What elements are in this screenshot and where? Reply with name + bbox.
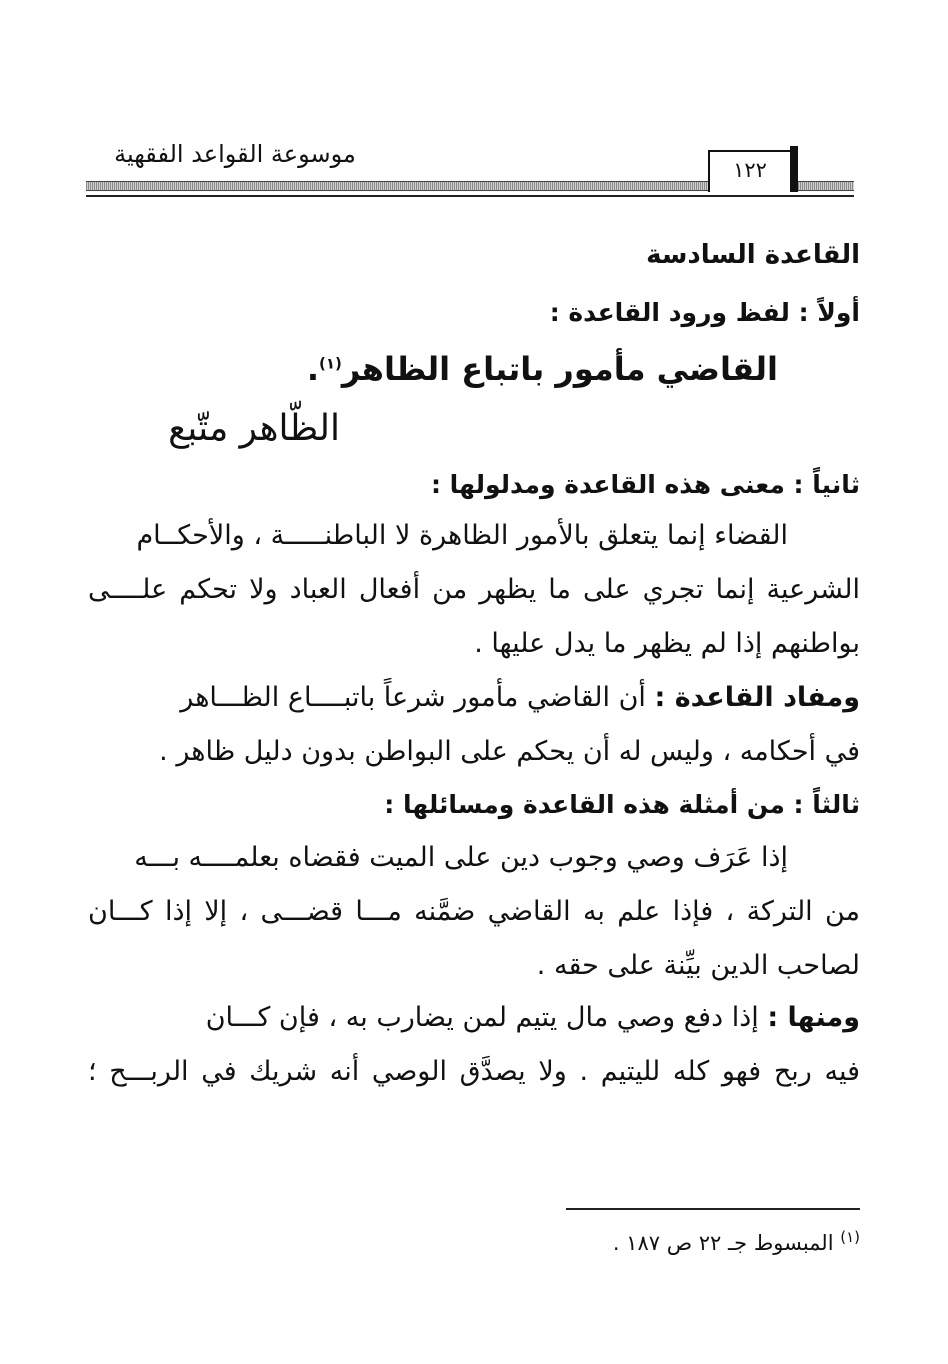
footnote-ref: (١) <box>319 354 342 373</box>
example-line <box>206 1002 860 1033</box>
section-second-label: ثانياً : معنى هذه القاعدة ومدلولها : <box>430 470 860 499</box>
paragraph-line: من التركة ، فإذا علم به القاضي ضمَّنه مـــا قضـــى ، إلا إذا كـــان <box>88 896 860 927</box>
summary-line <box>180 682 860 713</box>
paragraph-line: في أحكامه ، وليس له أن يحكم على البواطن بدون دليل ظاهر . <box>159 736 860 767</box>
paragraph-line: القضاء إنما يتعلق بالأمور الظاهرة لا الباطنـــــة ، والأحكــام <box>136 520 788 551</box>
rule-heading: القاعدة السادسة <box>646 240 860 270</box>
summary-label: ومفاد القاعدة : <box>654 682 860 713</box>
rule-text-end: . <box>306 350 319 388</box>
summary-text: أن القاضي مأمور شرعاً باتبــــاع الظـــاهر <box>180 682 646 713</box>
header-rule <box>86 195 854 197</box>
paragraph-line: الشرعية إنما تجري على ما يظهر من أفعال العباد ولا تحكم علــــى <box>88 574 860 605</box>
footnote-rule <box>566 1208 860 1210</box>
section-first-label: أولاً : لفظ ورود القاعدة : <box>549 298 860 327</box>
paragraph-line: لصاحب الدين بيِّنة على حقه . <box>536 950 860 981</box>
example-label: ومنها : <box>767 1002 860 1033</box>
paragraph-line: بواطنهم إذا لم يظهر ما يدل عليها . <box>474 628 860 659</box>
section-third-label: ثالثاً : من أمثلة هذه القاعدة ومسائلها : <box>384 790 860 819</box>
rule-text <box>307 350 778 388</box>
example-text: إذا دفع وصي مال يتيم لمن يضارب به ، فإن كـــان <box>205 1002 759 1033</box>
footnote-marker: (١) <box>840 1228 860 1246</box>
paragraph-line: فيه ربح فهو كله لليتيم . ولا يصدَّق الوصي أنه شريك في الربـــح ؛ <box>88 1056 860 1087</box>
rule-text-main: القاضي مأمور باتباع الظاهر <box>341 350 778 388</box>
paragraph-line: إذا عَرَف وصي وجوب دين على الميت فقضاه بعلمــــه بـــه <box>134 842 788 873</box>
alternate-phrase: الظّاهر متّبع <box>168 408 340 449</box>
running-header-title: موسوعة القواعد الفقهية <box>114 140 356 168</box>
footnote-text: المبسوط جـ ٢٢ ص ١٨٧ . <box>612 1231 834 1255</box>
page-number: ١٢٢ <box>733 158 767 182</box>
footnote <box>613 1228 860 1255</box>
